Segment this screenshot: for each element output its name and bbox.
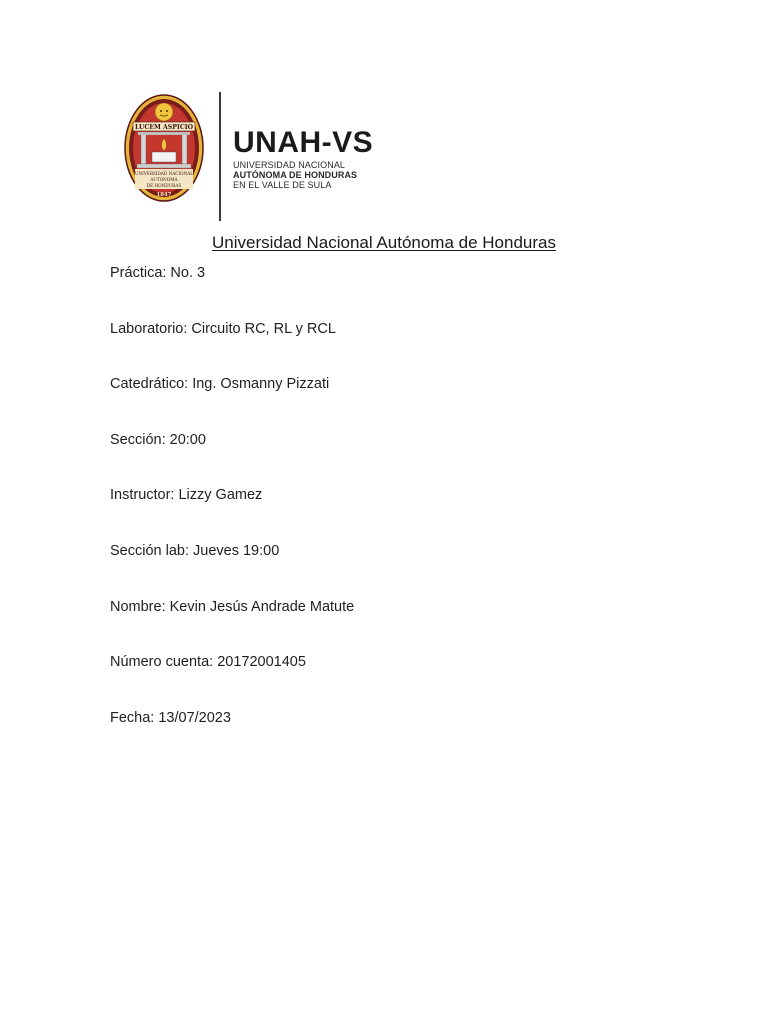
field-laboratorio: Laboratorio: Circuito RC, RL y RCL: [110, 320, 336, 337]
field-fecha: Fecha: 13/07/2023: [110, 709, 231, 726]
field-seccion: Sección: 20:00: [110, 431, 206, 448]
field-catedratico: Catedrático: Ing. Osmanny Pizzati: [110, 376, 330, 393]
field-nombre: Nombre: Kevin Jesús Andrade Matute: [110, 598, 355, 615]
university-logo: [124, 92, 404, 222]
university-seal-icon: [124, 94, 204, 202]
brand-title: UNAH-VS: [233, 126, 374, 159]
brand-line-2: AUTÓNOMA DE HONDURAS: [233, 170, 358, 180]
seal-text-line-2: AUTONOMA: [150, 177, 178, 182]
field-seccion-lab: Sección lab: Jueves 19:00: [110, 542, 280, 559]
field-numero-cuenta: Número cuenta: 20172001405: [110, 654, 306, 671]
seal-text-line-3: DE HONDURAS: [146, 183, 182, 188]
seal-year: 1847: [156, 192, 172, 198]
document-title: [0, 232, 768, 254]
info-fields: [110, 263, 670, 763]
brand-line-3: EN EL VALLE DE SULA: [233, 180, 332, 190]
logo-divider: [219, 92, 221, 221]
document-title-text: Universidad Nacional Autónoma de Honduras: [212, 233, 556, 252]
field-practica: Práctica: No. 3: [110, 265, 206, 281]
field-instructor: Instructor: Lizzy Gamez: [110, 487, 263, 504]
brand-wordmark: [233, 128, 413, 190]
brand-line-1: UNIVERSIDAD NACIONAL: [233, 160, 346, 170]
seal-motto: LUCEM ASPICIO: [134, 124, 194, 131]
seal-text-line-1: UNIVERSIDAD NACIONAL: [134, 171, 194, 176]
